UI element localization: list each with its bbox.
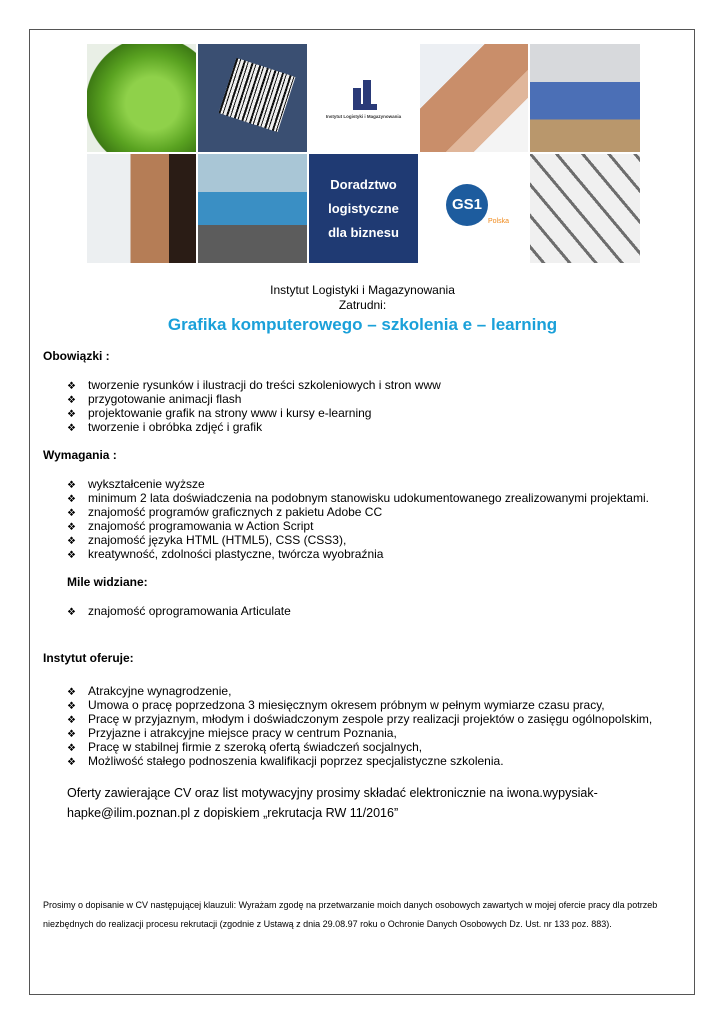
list-item-text: Pracę w stabilnej firmie z szeroką ofertą świadczeń socjalnych, bbox=[88, 740, 423, 754]
doradztwo-line: logistyczne bbox=[328, 201, 399, 216]
apple-photo bbox=[87, 44, 196, 152]
list-item bbox=[67, 392, 441, 406]
diamond-bullet-icon: ❖ bbox=[67, 701, 76, 712]
list-item-text: Atrakcyjne wynagrodzenie, bbox=[88, 684, 232, 698]
diamond-bullet-icon: ❖ bbox=[67, 381, 76, 392]
list-item bbox=[67, 547, 649, 561]
nice-to-have-list bbox=[67, 604, 291, 618]
list-item-text: znajomość programowania w Action Script bbox=[88, 519, 314, 533]
list-item-text: Umowa o pracę poprzedzona 3 miesięcznym okresem próbnym w pełnym wymiarze czasu pracy, bbox=[88, 698, 605, 712]
list-item-text: przygotowanie animacji flash bbox=[88, 392, 242, 406]
diamond-bullet-icon: ❖ bbox=[67, 480, 76, 491]
gs1-logo-icon: GS1 bbox=[446, 184, 488, 226]
diamond-bullet-icon: ❖ bbox=[67, 522, 76, 533]
duties-heading: Obowiązki : bbox=[43, 349, 110, 363]
list-item bbox=[67, 754, 652, 768]
barcode-photo bbox=[198, 44, 307, 152]
consultant-photo bbox=[87, 154, 196, 263]
application-line: hapke@ilim.poznan.pl z dopiskiem „rekrutacja RW 11/2016” bbox=[67, 806, 399, 820]
list-item-text: wykształcenie wyższe bbox=[88, 477, 205, 491]
list-item-text: minimum 2 lata doświadczenia na podobnym stanowisku udokumentowanego zrealizowanymi projektami. bbox=[88, 491, 649, 505]
circuit-photo bbox=[530, 154, 640, 263]
list-item bbox=[67, 491, 649, 505]
list-item-text: Możliwość stałego podnoszenia kwalifikacji poprzez specjalistyczne szkolenia. bbox=[88, 754, 504, 768]
diamond-bullet-icon: ❖ bbox=[67, 423, 76, 434]
requirements-list bbox=[67, 477, 649, 561]
list-item bbox=[67, 712, 652, 726]
offers-list bbox=[67, 684, 652, 768]
list-item bbox=[67, 378, 441, 392]
hiring-label: Zatrudni: bbox=[338, 298, 387, 312]
list-item bbox=[67, 698, 652, 712]
list-item-text: projektowanie grafik na strony www i kursy e-learning bbox=[88, 406, 372, 420]
list-item-text: znajomość oprogramowania Articulate bbox=[88, 604, 291, 618]
diamond-bullet-icon: ❖ bbox=[67, 743, 76, 754]
application-instructions bbox=[67, 783, 667, 823]
list-item bbox=[67, 406, 441, 420]
ilim-logo-icon bbox=[353, 80, 377, 110]
list-item-text: Pracę w przyjaznym, młodym i doświadczonym zespole przy realizacji projektów o zasięgu ogólnopolskim, bbox=[88, 712, 653, 726]
diamond-bullet-icon: ❖ bbox=[67, 395, 76, 406]
list-item-text: tworzenie rysunków i ilustracji do treści szkoleniowych i stron www bbox=[88, 378, 441, 392]
list-item bbox=[67, 505, 649, 519]
list-item bbox=[67, 420, 441, 434]
gs1-logo bbox=[420, 154, 528, 263]
duties-list bbox=[67, 378, 441, 434]
list-item bbox=[67, 604, 291, 618]
diamond-bullet-icon: ❖ bbox=[67, 508, 76, 519]
gs1-country: Polska bbox=[488, 218, 510, 225]
truck-photo bbox=[198, 154, 307, 263]
list-item bbox=[67, 519, 649, 533]
requirements-heading: Wymagania : bbox=[43, 448, 117, 462]
institute-name: Instytut Logistyki i Magazynowania bbox=[270, 283, 455, 297]
list-item-text: tworzenie i obróbka zdjęć i grafik bbox=[88, 420, 263, 434]
list-item bbox=[67, 477, 649, 491]
offers-heading: Instytut oferuje: bbox=[43, 651, 134, 665]
diamond-bullet-icon: ❖ bbox=[67, 550, 76, 561]
diamond-bullet-icon: ❖ bbox=[67, 715, 76, 726]
list-item-text: kreatywność, zdolności plastyczne, twórcza wyobraźnia bbox=[88, 547, 384, 561]
diamond-bullet-icon: ❖ bbox=[67, 687, 76, 698]
doradztwo-line: dla biznesu bbox=[328, 225, 399, 240]
ilim-logo bbox=[309, 44, 418, 152]
team-photo bbox=[530, 44, 640, 152]
list-item-text: znajomość języka HTML (HTML5), CSS (CSS3), bbox=[88, 533, 347, 547]
list-item bbox=[67, 740, 652, 754]
list-item bbox=[67, 726, 652, 740]
list-item-text: Przyjazne i atrakcyjne miejsce pracy w centrum Poznania, bbox=[88, 726, 397, 740]
nice-to-have-heading: Mile widziane: bbox=[67, 575, 148, 589]
gdpr-clause: Prosimy o dopisanie w CV następującej klauzuli: Wyrażam zgodę na przetwarzanie moich danych osobowych zawartych w mojej ofercie pracy dla potrzeb niezbędnych do realizacji procesu rekrutacji (zgodnie z Ustawą z dnia 29.08.97 roku o Ochronie Danych Osobowych Dz. Ust. nr 133 poz. 883). bbox=[43, 900, 658, 929]
diamond-bullet-icon: ❖ bbox=[67, 409, 76, 420]
handshake-photo bbox=[420, 44, 528, 152]
list-item bbox=[67, 533, 649, 547]
doradztwo-line: Doradztwo bbox=[330, 177, 397, 192]
doradztwo-tile bbox=[309, 154, 418, 263]
diamond-bullet-icon: ❖ bbox=[67, 729, 76, 740]
application-line: Oferty zawierające CV oraz list motywacyjny prosimy składać elektronicznie na iwona.wypysiak- bbox=[67, 786, 598, 800]
diamond-bullet-icon: ❖ bbox=[67, 494, 76, 505]
list-item bbox=[67, 684, 652, 698]
diamond-bullet-icon: ❖ bbox=[67, 757, 76, 768]
job-title: Grafika komputerowego – szkolenia e – learning bbox=[167, 315, 558, 334]
diamond-bullet-icon: ❖ bbox=[67, 607, 76, 618]
list-item-text: znajomość programów graficznych z pakietu Adobe CC bbox=[88, 505, 383, 519]
logo-label: Instytut Logistyki i Magazynowania bbox=[325, 114, 402, 119]
diamond-bullet-icon: ❖ bbox=[67, 536, 76, 547]
